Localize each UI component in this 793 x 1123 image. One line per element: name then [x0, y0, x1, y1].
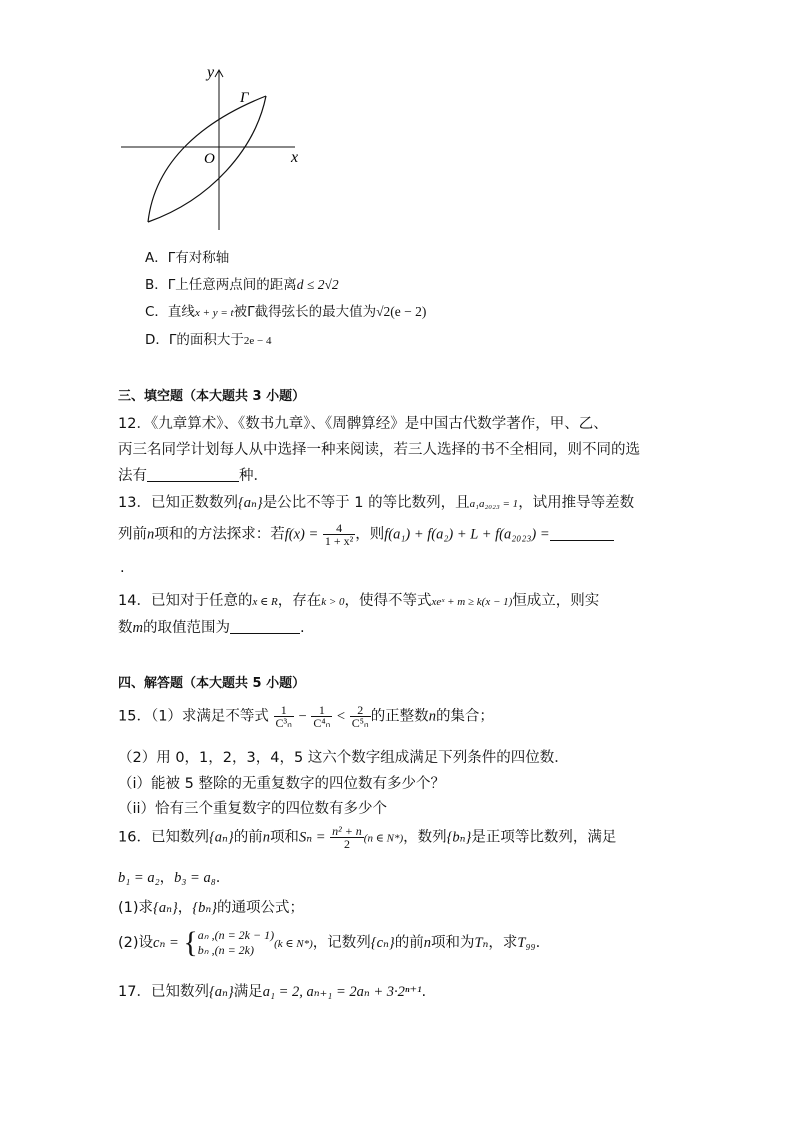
q13-text-e: 项和的方法探求：若 [154, 526, 285, 543]
curve-label: Γ [240, 90, 249, 106]
q16-comma: ， [159, 870, 175, 886]
q15-frac3 [350, 704, 371, 729]
q14-ineq: xeˣ + m ≥ k(x − 1) [431, 596, 513, 608]
q16-p2-domain: (k ∈ N*) [274, 938, 313, 950]
q15-frac3-num: 2 [357, 703, 364, 717]
q17-text-b: 满足 [233, 984, 263, 1000]
q16-p1-text-c: 的通项公式； [217, 900, 305, 916]
q15-n: n [428, 708, 436, 725]
q16-domain: (n ∈ N*) [363, 832, 404, 845]
q16-p2-cseq: {cₙ} [370, 935, 395, 951]
q15-frac2 [311, 704, 332, 729]
q16-p2-T99: T₉₉ [517, 935, 536, 951]
q16-n: n [262, 829, 270, 846]
q16-line2 [118, 866, 220, 887]
q15-lt: < [336, 708, 346, 725]
q13-text-b: 是公比不等于 1 的等比数列，且 [262, 495, 470, 511]
q14-x: x ∈ R [252, 596, 278, 608]
q13-text-a: 13．已知正数数列 [118, 495, 238, 511]
q16-period: . [215, 870, 221, 886]
q14-k: k > 0 [321, 596, 345, 608]
q15-text-a: 15．（1）求满足不等式 [118, 708, 269, 725]
q14-text-c: ，使得不等式 [344, 593, 432, 609]
q16-text-b: 的前 [233, 829, 263, 846]
q16-brace: { [183, 926, 198, 959]
origin-label: O [204, 151, 215, 167]
q13-fraction [323, 522, 355, 547]
q13-f-def: f(x) = [284, 526, 319, 543]
option-c-text2: 被Γ截得弦长的最大值为 [233, 304, 377, 320]
q13-sum: f(a₁) + f(a₂) + L + f(a₂₀₂₃) = [384, 526, 550, 543]
q14-text-g: . [299, 620, 305, 636]
curve-figure [115, 60, 315, 235]
q16-part1 [118, 896, 304, 917]
q13-frac-num: 4 [336, 521, 343, 535]
q16-text-d: ，数列 [403, 829, 447, 846]
q14-line2 [118, 616, 305, 637]
q14-answer-blank[interactable] [230, 619, 300, 634]
option-d-text: D．Γ的面积大于 [145, 332, 244, 348]
q15-line3: （i）能被 5 整除的无重复数字的四位数有多少个？ [118, 776, 445, 792]
q12-text-b: 种． [239, 468, 268, 484]
q15-text-c: 的集合； [435, 708, 494, 725]
q16-case2: bₙ ,(n = 2k) [197, 943, 254, 957]
q12-line3 [118, 464, 268, 485]
q16-b1: b₁ = a₂ [118, 870, 160, 886]
y-axis-label: y [207, 64, 215, 81]
q16-frac-num: n² + n [332, 824, 362, 838]
q13-frac-den: 1 + x² [324, 534, 354, 548]
q14-line1 [118, 589, 599, 610]
q15-frac2-den: C⁴ₙ [313, 716, 331, 730]
q16-text-a: 16．已知数列 [118, 829, 209, 846]
q12-line2: 丙三名同学计划每人从中选择一种来阅读，若三人选择的书不全相同，则不同的选 [118, 442, 640, 458]
q15-frac1-num: 1 [280, 703, 287, 717]
q13-seq: {aₙ} [237, 495, 263, 511]
q16-p1-seq-a: {aₙ} [153, 900, 178, 916]
q13-text-f: ，则 [355, 526, 385, 543]
option-a: A．Γ有对称轴 [145, 250, 230, 266]
option-b-text: B．Γ上任意两点间的距离 [145, 277, 297, 293]
q16-p1-text-b: ， [177, 900, 193, 916]
q17-cond: a₁ = 2, aₙ₊₁ = 2aₙ + 3·2ⁿ⁺¹ [262, 984, 422, 1000]
q15-line2: （2）用 0，1，2，3，4，5 这六个数字组成满足下列条件的四位数． [118, 750, 569, 766]
q13-line2 [118, 522, 614, 547]
q17-text-a: 17．已知数列 [118, 984, 209, 1000]
q12-answer-blank[interactable] [147, 467, 239, 482]
q16-seq-a: {aₙ} [208, 829, 234, 846]
q16-line1 [118, 825, 616, 850]
q16-p2-T: Tₙ [474, 935, 489, 951]
q14-text-d: 恒成立，则实 [512, 593, 600, 609]
q16-p1-text-a: (1)求 [118, 900, 154, 916]
q15-frac2-num: 1 [318, 703, 325, 717]
section4-heading: 四、解答题（本大题共 5 小题） [118, 676, 306, 691]
q13-text-c: ，试用推导等差数 [518, 495, 635, 511]
q16-b3: b₃ = a₈ [174, 870, 216, 886]
q15-text-b: 的正整数 [370, 708, 429, 725]
section3-heading: 三、填空题（本大题共 3 小题） [118, 389, 306, 404]
option-c-math1: x + y = t [194, 307, 234, 319]
q12-line1: 12．《九章算术》、《数书九章》、《周髀算经》是中国古代数学著作，甲、乙、 [118, 416, 608, 432]
q17-line1 [118, 980, 426, 1001]
q16-text-e: 是正项等比数列，满足 [471, 829, 617, 846]
q16-seq-b: {bₙ} [446, 829, 472, 846]
q13-n: n [147, 526, 155, 543]
q16-p2-c: cₙ = [153, 935, 179, 951]
q13-line1 [118, 491, 634, 512]
x-axis-label: x [291, 149, 299, 166]
q16-p2-text-a: (2)设 [118, 935, 154, 951]
q14-text-b: ，存在 [277, 593, 322, 609]
q13-line3: . [120, 560, 125, 576]
q16-fraction [330, 825, 364, 850]
q14-text-f: 的取值范围为 [142, 620, 230, 636]
q16-text-c: 项和 [269, 829, 299, 846]
q17-text-c: . [421, 984, 427, 1000]
option-b [145, 273, 339, 293]
option-b-math: d ≤ 2√2 [296, 277, 339, 292]
q16-p2-text-d: 项和为 [430, 935, 475, 951]
q16-S: Sₙ = [298, 829, 326, 846]
q13-cond: a₁a₂₀₂₃ = 1 [469, 498, 519, 510]
q16-cases [198, 928, 274, 958]
q16-p2-text-c: 的前 [394, 935, 424, 951]
q15-minus: − [298, 708, 307, 725]
option-c-math2: √2(e − 2) [376, 304, 427, 319]
q16-p2-text-b: ，记数列 [312, 935, 371, 951]
option-c-text1: C．直线 [145, 304, 195, 320]
q16-p2-text-f: . [535, 935, 541, 951]
q15-line4: （ii）恰有三个重复数字的四位数有多少个 [118, 801, 388, 817]
q16-p1-seq-b: {bₙ} [192, 900, 218, 916]
q15-frac1 [274, 704, 294, 729]
q13-answer-blank[interactable] [550, 526, 614, 541]
option-d [145, 328, 272, 348]
q16-p2-text-e: ，求 [488, 935, 518, 951]
option-c [145, 300, 426, 320]
q15-line1 [118, 704, 494, 729]
q14-text-a: 14．已知对于任意的 [118, 593, 253, 609]
q16-p2-n: n [423, 935, 431, 951]
q16-frac-den: 2 [330, 837, 364, 850]
q17-seq: {aₙ} [208, 984, 234, 1000]
q16-part2 [118, 928, 540, 958]
q12-text-a: 法有 [118, 468, 147, 484]
q13-text-d: 列前 [118, 526, 147, 543]
option-d-math: 2e − 4 [243, 335, 272, 347]
q15-frac1-den: C³ₙ [275, 716, 292, 730]
q16-case1: aₙ ,(n = 2k − 1) [197, 928, 275, 942]
q15-frac3-den: C⁵ₙ [351, 716, 369, 730]
q14-text-e: 数 [118, 620, 133, 636]
q14-m: m [132, 620, 143, 636]
